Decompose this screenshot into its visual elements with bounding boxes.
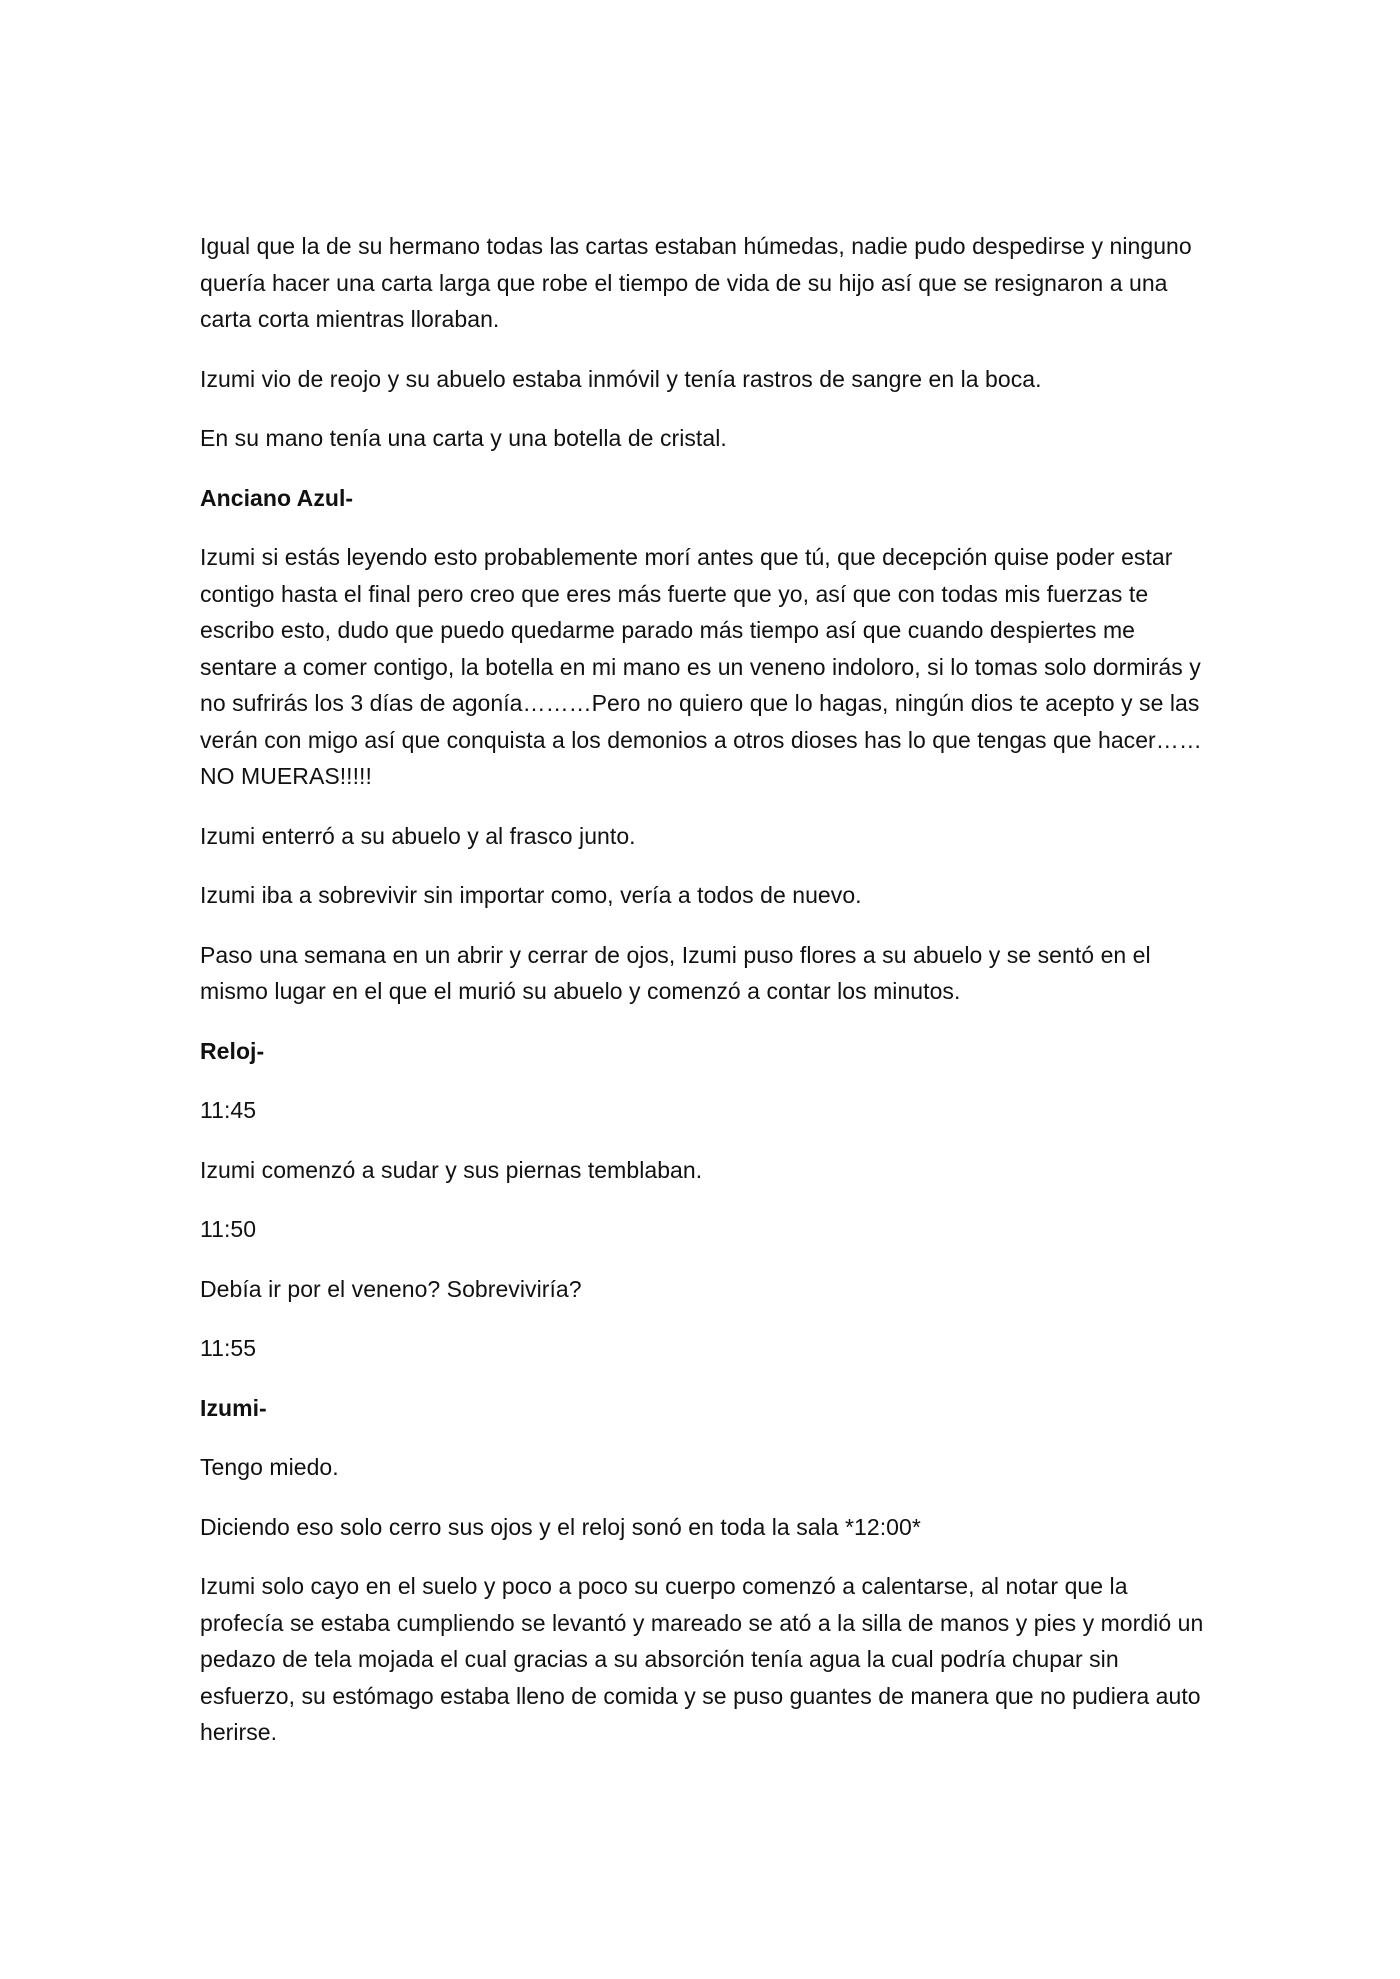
time-line: 11:55 [200,1335,257,1361]
paragraph: Paso una semana en un abrir y cerrar de ojos, Izumi puso flores a su abuelo y se sentó en el mismo lugar en el que el murió su abuelo y comenzó a contar los minutos. [200,941,1151,1004]
paragraph: En su mano tenía una carta y una botella de cristal. [200,425,727,451]
paragraph: Diciendo eso solo cerro sus ojos y el reloj sonó en toda la sala *12:00* [200,1513,921,1540]
letter-paragraph: Izumi si estás leyendo esto probablemente morí antes que tú, que decepción quise poder estar contigo hasta el final pero creo que eres más fuerte que yo, así que con todas mis fuerzas te escribo esto, dudo que puedo quedarme parado más tiempo así que cuando despiertes me sentare a comer contigo, la botella en mi mano es un veneno indoloro, si lo tomas solo dormirás y no sufrirás los 3 días de agonía………Pero no quiero que lo hagas, ningún dios te acepto y se las verán con migo así que conquista a los demonios a otros dioses has lo que tengas que hacer……NO MUERAS!!!!! [200,544,1202,789]
speaker-heading: Reloj- [200,1037,265,1064]
speaker-heading: Anciano Azul- [200,484,354,511]
paragraph: Tengo miedo. [200,1454,339,1480]
time-line: 11:45 [200,1097,257,1123]
time-line: 11:50 [200,1216,257,1242]
paragraph: Igual que la de su hermano todas las cartas estaban húmedas, nadie pudo despedirse y ninguno quería hacer una carta larga que robe el tiempo de vida de su hijo así que se resignaron a una carta corta mientras lloraban. [200,233,1192,332]
paragraph: Izumi comenzó a sudar y sus piernas temblaban. [200,1156,703,1183]
paragraph: Izumi solo cayo en el suelo y poco a poco su cuerpo comenzó a calentarse, al notar que la profecía se estaba cumpliendo se levantó y mareado se ató a la silla de manos y pies y mordió un pedazo de tela mojada el cual gracias a su absorción tenía agua la cual podría chupar sin esfuerzo, su estómago estaba lleno de comida y se puso guantes de manera que no pudiera auto herirse. [200,1573,1204,1745]
speaker-heading: Izumi- [200,1394,267,1421]
paragraph: Debía ir por el veneno? Sobreviviría? [200,1275,582,1302]
document-body [200,228,1210,1774]
paragraph: Izumi iba a sobrevivir sin importar como, vería a todos de nuevo. [200,882,862,908]
paragraph: Izumi enterró a su abuelo y al frasco junto. [200,822,636,849]
paragraph: Izumi vio de reojo y su abuelo estaba inmóvil y tenía rastros de sangre en la boca. [200,365,1042,392]
